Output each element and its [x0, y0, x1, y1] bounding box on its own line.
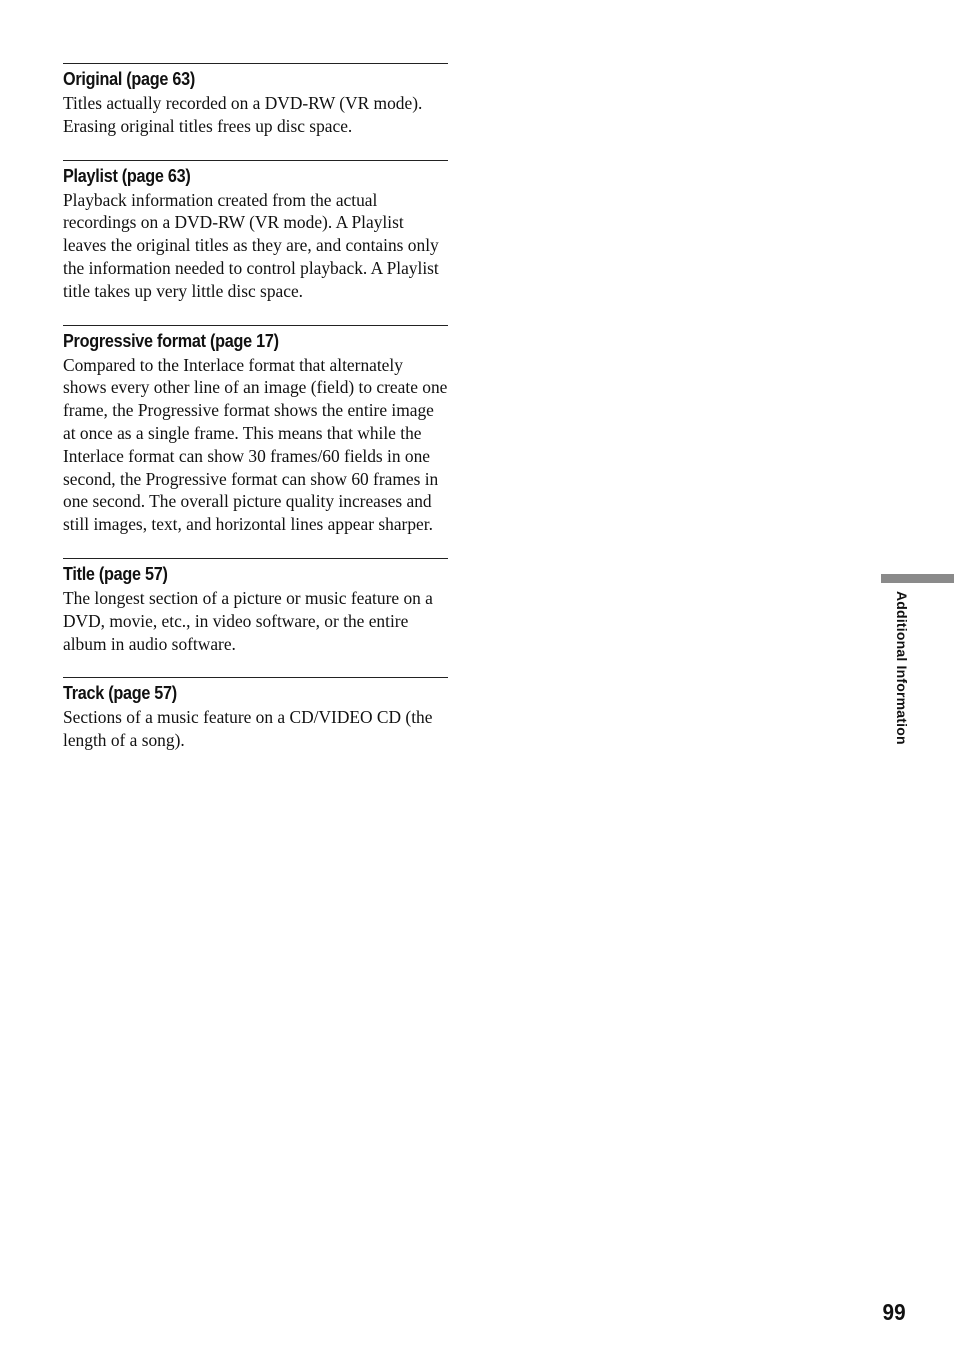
entry-heading: Progressive format (page 17) [63, 330, 279, 351]
entry-body: The longest section of a picture or music feature on a DVD, movie, etc., in video software, or the entire album in audio software. [63, 587, 433, 654]
entry-body: Playback information created from the actual recordings on a DVD-RW (VR mode). A Playlist leaves the original titles as they are, and contains only the information needed to control playback. A Playlist title takes up very little disc space. [63, 189, 439, 301]
glossary-entry-playlist [63, 160, 448, 303]
entry-heading: Original (page 63) [63, 69, 195, 89]
glossary-column [63, 63, 448, 752]
glossary-entry-title [63, 558, 448, 655]
glossary-entry-track [63, 677, 448, 752]
entry-heading: Playlist (page 63) [63, 165, 191, 186]
page-number: 99 [882, 1299, 906, 1325]
entry-heading: Title (page 57) [63, 563, 168, 584]
entry-body: Compared to the Interlace format that alternately shows every other line of an image (field) to create one frame, the Progressive format shows the entire image at once as a single frame. This means that while the Interlace format can show 30 frames/60 fields in one second, the Progressive format can show 60 frames in one second. The overall picture quality increases and still images, text, and horizontal lines appear sharper. [63, 354, 448, 535]
section-tab-label: Additional Information [894, 591, 910, 745]
entry-heading: Track (page 57) [63, 683, 177, 704]
entry-body: Titles actually recorded on a DVD-RW (VR mode). Erasing original titles frees up disc space. [63, 93, 423, 136]
glossary-entry-original [63, 63, 448, 138]
section-tab-bar [881, 574, 954, 583]
glossary-entry-progressive-format [63, 325, 448, 536]
entry-body: Sections of a music feature on a CD/VIDEO CD (the length of a song). [63, 707, 433, 751]
